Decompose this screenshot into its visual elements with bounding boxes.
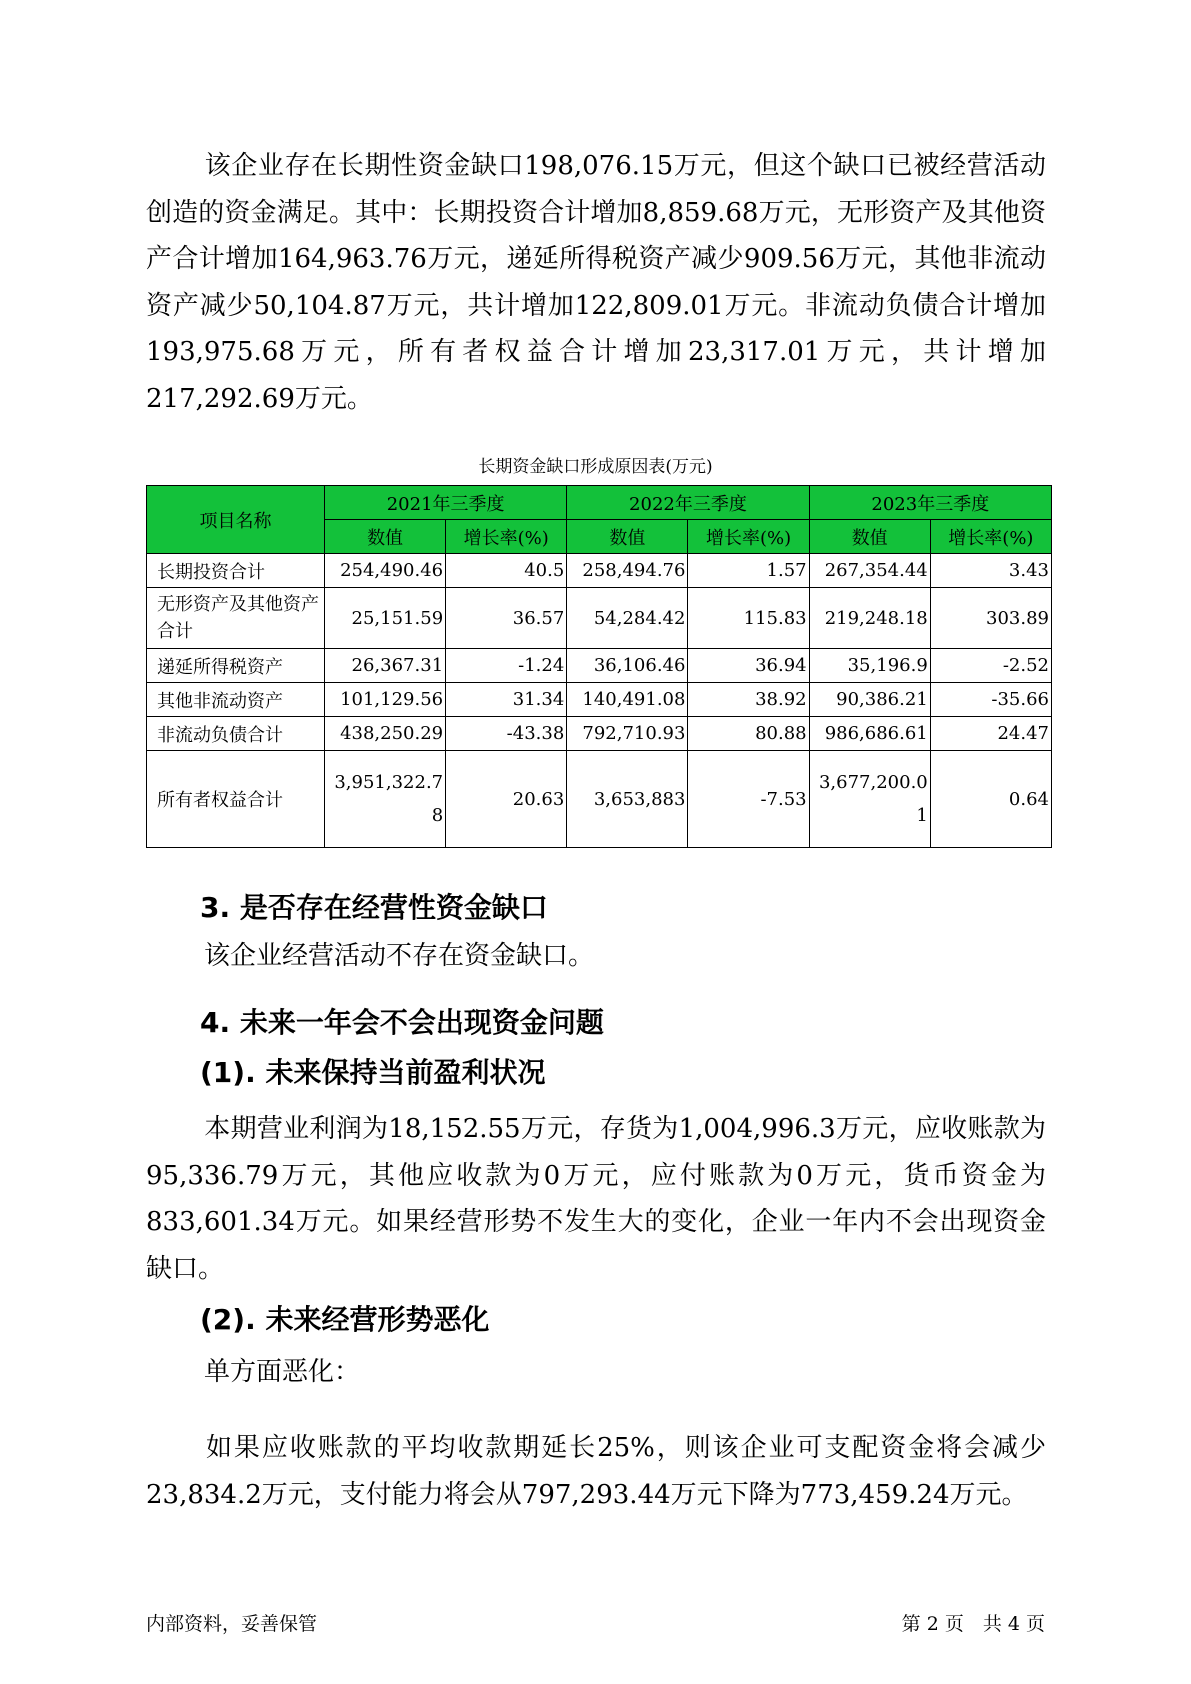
cell-growth: 20.63 [446,751,567,848]
cell-growth: 80.88 [688,717,809,751]
cell-value: 26,367.31 [324,649,445,683]
sub1-text: 本期营业利润为18,152.55万元，存货为1,004,996.3万元，应收账款为95,336.79万元，其他应收款为0万元，应付账款为0万元，货币资金为833,601.34万元。如果经营形势不发生大的变化，企业一年内不会出现资金缺口。 [146,1114,1046,1284]
cell-growth: 3.43 [930,554,1051,588]
row-name: 长期投资合计 [147,554,325,588]
row-name: 递延所得税资产 [147,649,325,683]
cell-value: 267,354.44 [809,554,930,588]
row-name: 所有者权益合计 [147,751,325,848]
cell-value: 25,151.59 [324,588,445,649]
footer-confidential: 内部资料，妥善保管 [146,1613,318,1635]
growth-header: 增长率(%) [446,520,567,554]
cell-value: 3,951,322.78 [324,751,445,848]
cell-value: 254,490.46 [324,554,445,588]
intro-paragraph [146,143,1046,422]
sub2-intro: 单方面恶化： [204,1357,361,1387]
cell-value: 3,653,883 [567,751,688,848]
period-header-2022: 2022年三季度 [567,486,809,520]
cell-value: 258,494.76 [567,554,688,588]
table-row [147,649,1052,683]
cell-value: 986,686.61 [809,717,930,751]
value-header: 数值 [324,520,445,554]
table-row [147,554,1052,588]
cell-value: 90,386.21 [809,683,930,717]
table-row [147,717,1052,751]
row-name: 非流动负债合计 [147,717,325,751]
cell-growth: 1.57 [688,554,809,588]
sub2-heading: (2). 未来经营形势恶化 [200,1303,490,1336]
footer-page-number: 第 2 页 共 4 页 [901,1613,1045,1635]
table-row [147,683,1052,717]
item-name-header: 项目名称 [147,486,325,554]
cell-value: 3,677,200.01 [809,751,930,848]
cell-growth: -1.24 [446,649,567,683]
period-header-2023: 2023年三季度 [809,486,1051,520]
intro-paragraph-text: 该企业存在长期性资金缺口198,076.15万元，但这个缺口已被经营活动创造的资金满足。其中：长期投资合计增加8,859.68万元，无形资产及其他资产合计增加164,963.76万元，递延所得税资产减少909.56万元，其他非流动资产减少50,104.87万元，共计增加122,809.01万元。非流动负债合计增加193,975.68万元，所有者权益合计增加23,317.01万元，共计增加217,292.69万元。 [146,151,1046,414]
period-header-2021: 2021年三季度 [324,486,566,520]
row-name: 其他非流动资产 [147,683,325,717]
sub2-intro-paragraph [146,1349,1046,1396]
table-row [147,751,1052,848]
cell-value: 54,284.42 [567,588,688,649]
table-row [147,588,1052,649]
section3-text: 该企业经营活动不存在资金缺口。 [204,941,595,971]
cell-growth: -43.38 [446,717,567,751]
cell-value: 438,250.29 [324,717,445,751]
section4-heading: 4. 未来一年会不会出现资金问题 [200,1006,604,1039]
sub2-text: 如果应收账款的平均收款期延长25%，则该企业可支配资金将会减少23,834.2万元，支付能力将会从797,293.44万元下降为773,459.24万元。 [146,1433,1046,1510]
cell-growth: 31.34 [446,683,567,717]
gap-cause-table [146,485,1052,848]
sub1-heading: (1). 未来保持当前盈利状况 [200,1056,546,1089]
growth-header: 增长率(%) [930,520,1051,554]
sub2-paragraph [146,1425,1046,1518]
cell-growth: 115.83 [688,588,809,649]
row-name: 无形资产及其他资产合计 [147,588,325,649]
cell-growth: 40.5 [446,554,567,588]
cell-growth: 36.57 [446,588,567,649]
section3-paragraph [146,933,1046,980]
cell-growth: -7.53 [688,751,809,848]
growth-header: 增长率(%) [688,520,809,554]
cell-value: 101,129.56 [324,683,445,717]
cell-growth: -2.52 [930,649,1051,683]
cell-growth: 38.92 [688,683,809,717]
cell-growth: 36.94 [688,649,809,683]
cell-growth: 24.47 [930,717,1051,751]
cell-value: 36,106.46 [567,649,688,683]
cell-value: 219,248.18 [809,588,930,649]
cell-growth: 0.64 [930,751,1051,848]
sub1-paragraph [146,1106,1046,1292]
cell-value: 35,196.9 [809,649,930,683]
cell-growth: -35.66 [930,683,1051,717]
cell-value: 140,491.08 [567,683,688,717]
cell-growth: 303.89 [930,588,1051,649]
cell-value: 792,710.93 [567,717,688,751]
table-title: 长期资金缺口形成原因表(万元) [478,457,713,477]
value-header: 数值 [809,520,930,554]
value-header: 数值 [567,520,688,554]
section3-heading: 3. 是否存在经营性资金缺口 [200,891,548,924]
